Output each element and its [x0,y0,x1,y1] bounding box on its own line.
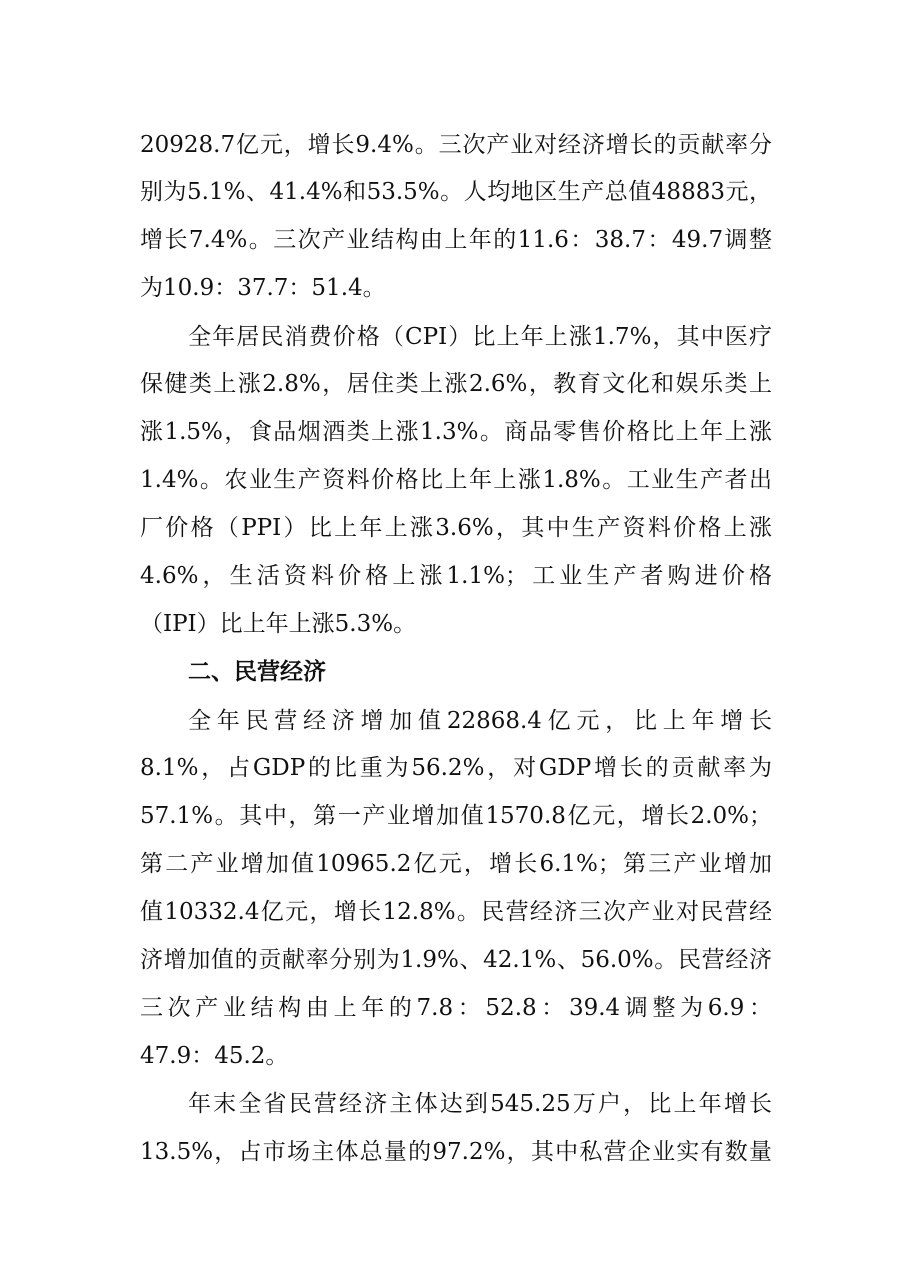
paragraph-1-line-1: 20928.7亿元，增长9.4%。三次产业对经济增长的贡献率分 [140,132,772,158]
paragraph-3-line-7: 三次产业结构由上年的7.8：52.8：39.4调整为6.9： [140,995,772,1021]
section-heading: 二、民营经济 [188,659,326,685]
paragraph-2-line-6: 4.6%，生活资料价格上涨1.1%；工业生产者购进价格 [140,563,772,589]
paragraph-3-line-1: 全年民营经济增加值22868.4亿元，比上年增长 [188,708,772,734]
paragraph-4-line-1: 年末全省民营经济主体达到545.25万户，比上年增长 [188,1091,772,1117]
paragraph-2-line-1: 全年居民消费价格（CPI）比上年上涨1.7%，其中医疗 [188,324,772,350]
paragraph-3-line-2: 8.1%，占GDP的比重为56.2%，对GDP增长的贡献率为 [140,755,772,781]
paragraph-3-line-6: 济增加值的贡献率分别为1.9%、42.1%、56.0%。民营经济 [140,947,772,973]
paragraph-1-line-4: 为10.9：37.7：51.4。 [140,275,386,301]
paragraph-2-line-7: （IPI）比上年上涨5.3%。 [140,611,417,637]
paragraph-4-line-2: 13.5%，占市场主体总量的97.2%，其中私营企业实有数量 [140,1139,772,1165]
paragraph-3-line-8: 47.9：45.2。 [140,1043,289,1069]
paragraph-2-line-2: 保健类上涨2.8%，居住类上涨2.6%，教育文化和娱乐类上 [140,371,772,397]
paragraph-3-line-3: 57.1%。其中，第一产业增加值1570.8亿元，增长2.0%； [140,803,772,829]
paragraph-1-line-3: 增长7.4%。三次产业结构由上年的11.6：38.7：49.7调整 [140,227,772,253]
paragraph-1-line-2: 别为5.1%、41.4%和53.5%。人均地区生产总值48883元， [140,179,772,205]
paragraph-2-line-4: 1.4%。农业生产资料价格比上年上涨1.8%。工业生产者出 [140,467,772,493]
paragraph-2-line-5: 厂价格（PPI）比上年上涨3.6%，其中生产资料价格上涨 [140,515,772,541]
paragraph-3-line-4: 第二产业增加值10965.2亿元，增长6.1%；第三产业增加 [140,851,772,877]
paragraph-2-line-3: 涨1.5%，食品烟酒类上涨1.3%。商品零售价格比上年上涨 [140,419,772,445]
paragraph-3-line-5: 值10332.4亿元，增长12.8%。民营经济三次产业对民营经 [140,899,772,925]
